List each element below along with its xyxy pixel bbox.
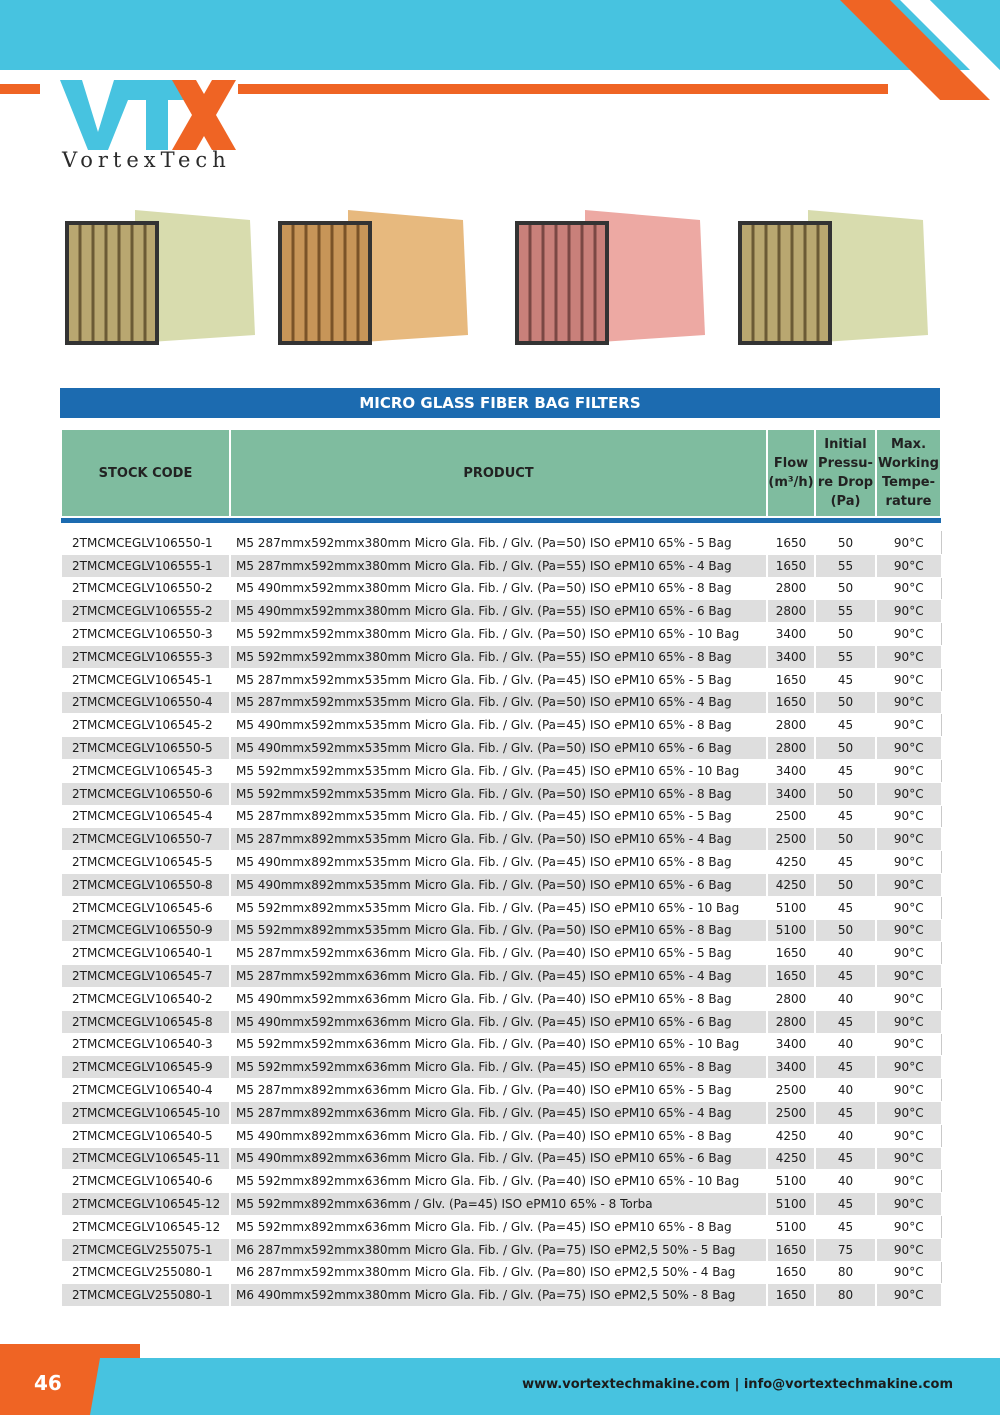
header-temp-line: Tempe- [881, 475, 936, 490]
pressure-cell: 45 [815, 1193, 876, 1216]
flow-cell: 2800 [767, 577, 815, 600]
header-pressure-line: re Drop [817, 475, 874, 490]
pressure-cell: 40 [815, 1124, 876, 1147]
header-product: PRODUCT [230, 429, 767, 517]
product-cell: M5 287mmx892mmx535mm Micro Gla. Fib. / Glv. (Pa=50) ISO ePM10 65% - 4 Bag [230, 828, 767, 851]
table-row [61, 805, 941, 828]
pressure-cell: 45 [815, 668, 876, 691]
table-row [61, 737, 941, 760]
product-cell: M5 287mmx892mmx636mm Micro Gla. Fib. / Glv. (Pa=40) ISO ePM10 65% - 5 Bag [230, 1079, 767, 1102]
header-gap [61, 523, 941, 532]
stock-code-cell: 2TMCMCEGLV106555-3 [61, 645, 230, 668]
temperature-cell: 90°C [876, 577, 941, 600]
temperature-cell: 90°C [876, 1284, 941, 1307]
table-row [61, 919, 941, 942]
product-cell: M5 287mmx592mmx535mm Micro Gla. Fib. / Glv. (Pa=50) ISO ePM10 65% - 4 Bag [230, 691, 767, 714]
pressure-cell: 45 [815, 805, 876, 828]
product-cell: M5 592mmx892mmx636mm Micro Gla. Fib. / Glv. (Pa=40) ISO ePM10 65% - 10 Bag [230, 1170, 767, 1193]
pressure-cell: 45 [815, 1056, 876, 1079]
pressure-cell: 40 [815, 942, 876, 965]
pressure-cell: 40 [815, 1033, 876, 1056]
temperature-cell: 90°C [876, 896, 941, 919]
pressure-cell: 50 [815, 828, 876, 851]
temperature-cell: 90°C [876, 737, 941, 760]
table-row [61, 1193, 941, 1216]
bag-filter-icon [65, 205, 255, 345]
product-cell: M5 490mmx592mmx380mm Micro Gla. Fib. / Glv. (Pa=55) ISO ePM10 65% - 6 Bag [230, 600, 767, 623]
header-temp-line: Max. [890, 437, 927, 452]
stock-code-cell: 2TMCMCEGLV106540-4 [61, 1079, 230, 1102]
table-row [61, 532, 941, 555]
flow-cell: 5100 [767, 1215, 815, 1238]
temperature-cell: 90°C [876, 851, 941, 874]
flow-cell: 3400 [767, 623, 815, 646]
temperature-cell: 90°C [876, 1170, 941, 1193]
table-row [61, 1284, 941, 1307]
stock-code-cell: 2TMCMCEGLV106545-5 [61, 851, 230, 874]
product-cell: M5 490mmx892mmx535mm Micro Gla. Fib. / Glv. (Pa=45) ISO ePM10 65% - 8 Bag [230, 851, 767, 874]
temperature-cell: 90°C [876, 805, 941, 828]
temperature-cell: 90°C [876, 1033, 941, 1056]
flow-cell: 1650 [767, 532, 815, 555]
table-row [61, 554, 941, 577]
stock-code-cell: 2TMCMCEGLV106545-10 [61, 1101, 230, 1124]
header-pressure-line: Pressu- [818, 456, 873, 471]
stock-code-cell: 2TMCMCEGLV106545-9 [61, 1056, 230, 1079]
flow-cell: 1650 [767, 965, 815, 988]
stock-code-cell: 2TMCMCEGLV106540-2 [61, 987, 230, 1010]
vtx-logo-icon [60, 72, 260, 152]
pressure-cell: 50 [815, 623, 876, 646]
flow-cell: 5100 [767, 1170, 815, 1193]
product-cell: M5 592mmx592mmx380mm Micro Gla. Fib. / Glv. (Pa=50) ISO ePM10 65% - 10 Bag [230, 623, 767, 646]
flow-cell: 3400 [767, 645, 815, 668]
table-row [61, 1056, 941, 1079]
pressure-cell: 50 [815, 532, 876, 555]
brand-name: VortexTech [62, 148, 231, 172]
product-cell: M5 287mmx592mmx535mm Micro Gla. Fib. / Glv. (Pa=45) ISO ePM10 65% - 5 Bag [230, 668, 767, 691]
temperature-cell: 90°C [876, 668, 941, 691]
table-row [61, 1101, 941, 1124]
stock-code-cell: 2TMCMCEGLV255080-1 [61, 1261, 230, 1284]
table-row [61, 942, 941, 965]
filter-photo [738, 205, 938, 355]
flow-cell: 4250 [767, 873, 815, 896]
stock-code-cell: 2TMCMCEGLV255075-1 [61, 1238, 230, 1261]
flow-cell: 4250 [767, 1147, 815, 1170]
temperature-cell: 90°C [876, 1124, 941, 1147]
temperature-cell: 90°C [876, 645, 941, 668]
table-row [61, 1010, 941, 1033]
bag-filter-icon [738, 205, 928, 345]
temperature-cell: 90°C [876, 782, 941, 805]
pressure-cell: 55 [815, 554, 876, 577]
header-temp-line: Working [878, 456, 939, 471]
pressure-cell: 50 [815, 873, 876, 896]
flow-cell: 3400 [767, 1056, 815, 1079]
product-cell: M5 287mmx592mmx636mm Micro Gla. Fib. / Glv. (Pa=40) ISO ePM10 65% - 5 Bag [230, 942, 767, 965]
temperature-cell: 90°C [876, 1193, 941, 1216]
table-row [61, 1124, 941, 1147]
stock-code-cell: 2TMCMCEGLV106545-4 [61, 805, 230, 828]
table-row [61, 691, 941, 714]
bag-filter-icon [515, 205, 705, 345]
header-accent-line [238, 84, 888, 94]
product-cell: M5 287mmx592mmx380mm Micro Gla. Fib. / Glv. (Pa=55) ISO ePM10 65% - 4 Bag [230, 554, 767, 577]
stock-code-cell: 2TMCMCEGLV106540-3 [61, 1033, 230, 1056]
temperature-cell: 90°C [876, 873, 941, 896]
flow-cell: 2800 [767, 737, 815, 760]
flow-cell: 2500 [767, 1101, 815, 1124]
product-cell: M5 490mmx892mmx636mm Micro Gla. Fib. / Glv. (Pa=40) ISO ePM10 65% - 8 Bag [230, 1124, 767, 1147]
product-cell: M5 592mmx892mmx535mm Micro Gla. Fib. / Glv. (Pa=45) ISO ePM10 65% - 10 Bag [230, 896, 767, 919]
temperature-cell: 90°C [876, 1101, 941, 1124]
flow-cell: 3400 [767, 759, 815, 782]
pressure-cell: 45 [815, 1147, 876, 1170]
flow-cell: 3400 [767, 782, 815, 805]
table-row [61, 1261, 941, 1284]
product-photos [60, 205, 940, 365]
header-flow [767, 429, 815, 517]
flow-cell: 2800 [767, 987, 815, 1010]
flow-cell: 5100 [767, 1193, 815, 1216]
temperature-cell: 90°C [876, 554, 941, 577]
header-flow-line: Flow [773, 456, 809, 471]
flow-cell: 2500 [767, 828, 815, 851]
pressure-cell: 50 [815, 737, 876, 760]
product-cell: M6 287mmx592mmx380mm Micro Gla. Fib. / Glv. (Pa=80) ISO ePM2,5 50% - 4 Bag [230, 1261, 767, 1284]
flow-cell: 4250 [767, 1124, 815, 1147]
temperature-cell: 90°C [876, 965, 941, 988]
pressure-cell: 50 [815, 577, 876, 600]
header-stock-code: STOCK CODE [61, 429, 230, 517]
pressure-cell: 55 [815, 645, 876, 668]
flow-cell: 1650 [767, 942, 815, 965]
product-cell: M5 490mmx592mmx636mm Micro Gla. Fib. / Glv. (Pa=45) ISO ePM10 65% - 6 Bag [230, 1010, 767, 1033]
stock-code-cell: 2TMCMCEGLV106545-12 [61, 1215, 230, 1238]
flow-cell: 2500 [767, 1079, 815, 1102]
stock-code-cell: 2TMCMCEGLV106540-5 [61, 1124, 230, 1147]
pressure-cell: 45 [815, 1101, 876, 1124]
product-cell: M5 592mmx592mmx380mm Micro Gla. Fib. / Glv. (Pa=55) ISO ePM10 65% - 8 Bag [230, 645, 767, 668]
stock-code-cell: 2TMCMCEGLV106545-1 [61, 668, 230, 691]
pressure-cell: 45 [815, 1215, 876, 1238]
table-row [61, 1238, 941, 1261]
table-header-row [61, 429, 941, 517]
temperature-cell: 90°C [876, 532, 941, 555]
stock-code-cell: 2TMCMCEGLV106545-12 [61, 1193, 230, 1216]
stock-code-cell: 2TMCMCEGLV106545-8 [61, 1010, 230, 1033]
flow-cell: 5100 [767, 896, 815, 919]
page-number: 46 [34, 1371, 62, 1395]
product-cell: M5 592mmx592mmx636mm Micro Gla. Fib. / Glv. (Pa=40) ISO ePM10 65% - 10 Bag [230, 1033, 767, 1056]
pressure-cell: 40 [815, 1079, 876, 1102]
stock-code-cell: 2TMCMCEGLV106550-4 [61, 691, 230, 714]
flow-cell: 5100 [767, 919, 815, 942]
temperature-cell: 90°C [876, 919, 941, 942]
pressure-cell: 50 [815, 782, 876, 805]
flow-cell: 1650 [767, 691, 815, 714]
temperature-cell: 90°C [876, 600, 941, 623]
temperature-cell: 90°C [876, 1147, 941, 1170]
pressure-cell: 80 [815, 1284, 876, 1307]
table-row [61, 828, 941, 851]
flow-cell: 2800 [767, 600, 815, 623]
stock-code-cell: 2TMCMCEGLV106545-11 [61, 1147, 230, 1170]
stock-code-cell: 2TMCMCEGLV106550-1 [61, 532, 230, 555]
temperature-cell: 90°C [876, 1261, 941, 1284]
table-row [61, 1170, 941, 1193]
product-cell: M5 490mmx592mmx535mm Micro Gla. Fib. / Glv. (Pa=45) ISO ePM10 65% - 8 Bag [230, 714, 767, 737]
table-row [61, 714, 941, 737]
stock-code-cell: 2TMCMCEGLV106550-3 [61, 623, 230, 646]
pressure-cell: 45 [815, 965, 876, 988]
stock-code-cell: 2TMCMCEGLV106545-6 [61, 896, 230, 919]
pressure-cell: 80 [815, 1261, 876, 1284]
product-cell: M5 592mmx592mmx636mm Micro Gla. Fib. / Glv. (Pa=45) ISO ePM10 65% - 8 Bag [230, 1056, 767, 1079]
product-cell: M5 592mmx892mmx636mm / Glv. (Pa=45) ISO ePM10 65% - 8 Torba [230, 1193, 767, 1216]
stock-code-cell: 2TMCMCEGLV106550-9 [61, 919, 230, 942]
product-cell: M5 490mmx892mmx535mm Micro Gla. Fib. / Glv. (Pa=50) ISO ePM10 65% - 6 Bag [230, 873, 767, 896]
pressure-cell: 45 [815, 759, 876, 782]
temperature-cell: 90°C [876, 623, 941, 646]
product-cell: M5 592mmx892mmx535mm Micro Gla. Fib. / Glv. (Pa=50) ISO ePM10 65% - 8 Bag [230, 919, 767, 942]
temperature-cell: 90°C [876, 942, 941, 965]
stock-code-cell: 2TMCMCEGLV106550-6 [61, 782, 230, 805]
stock-code-cell: 2TMCMCEGLV106545-2 [61, 714, 230, 737]
header-pressure [815, 429, 876, 517]
header-pressure-line: (Pa) [830, 494, 861, 509]
stock-code-cell: 2TMCMCEGLV106550-8 [61, 873, 230, 896]
footer-contact: www.vortextechmakine.com | info@vortextechmakine.com [522, 1377, 953, 1392]
flow-cell: 2800 [767, 714, 815, 737]
pressure-cell: 45 [815, 714, 876, 737]
flow-cell: 1650 [767, 1284, 815, 1307]
temperature-cell: 90°C [876, 1010, 941, 1033]
bag-filter-icon [278, 205, 468, 345]
product-cell: M6 490mmx592mmx380mm Micro Gla. Fib. / Glv. (Pa=75) ISO ePM2,5 50% - 8 Bag [230, 1284, 767, 1307]
table-row [61, 600, 941, 623]
temperature-cell: 90°C [876, 1079, 941, 1102]
flow-cell: 1650 [767, 1261, 815, 1284]
table-row [61, 987, 941, 1010]
flow-cell: 4250 [767, 851, 815, 874]
product-cell: M5 287mmx592mmx380mm Micro Gla. Fib. / Glv. (Pa=50) ISO ePM10 65% - 5 Bag [230, 532, 767, 555]
header-corner-decoration [800, 0, 1000, 100]
header-flow-line: (m³/h) [768, 475, 814, 490]
temperature-cell: 90°C [876, 759, 941, 782]
pressure-cell: 50 [815, 691, 876, 714]
stock-code-cell: 2TMCMCEGLV106550-5 [61, 737, 230, 760]
pressure-cell: 45 [815, 1010, 876, 1033]
table-row [61, 851, 941, 874]
temperature-cell: 90°C [876, 828, 941, 851]
filter-photo [65, 205, 265, 355]
stock-code-cell: 2TMCMCEGLV106545-3 [61, 759, 230, 782]
table-row [61, 623, 941, 646]
flow-cell: 1650 [767, 668, 815, 691]
stock-code-cell: 2TMCMCEGLV106555-1 [61, 554, 230, 577]
temperature-cell: 90°C [876, 987, 941, 1010]
table-row [61, 873, 941, 896]
table-row [61, 759, 941, 782]
product-cell: M5 490mmx892mmx636mm Micro Gla. Fib. / Glv. (Pa=45) ISO ePM10 65% - 6 Bag [230, 1147, 767, 1170]
stock-code-cell: 2TMCMCEGLV106550-7 [61, 828, 230, 851]
stock-code-cell: 2TMCMCEGLV106545-7 [61, 965, 230, 988]
product-cell: M5 490mmx592mmx535mm Micro Gla. Fib. / Glv. (Pa=50) ISO ePM10 65% - 6 Bag [230, 737, 767, 760]
flow-cell: 1650 [767, 554, 815, 577]
pressure-cell: 45 [815, 851, 876, 874]
product-cell: M5 592mmx592mmx535mm Micro Gla. Fib. / Glv. (Pa=50) ISO ePM10 65% - 8 Bag [230, 782, 767, 805]
pressure-cell: 45 [815, 896, 876, 919]
flow-cell: 3400 [767, 1033, 815, 1056]
table-row [61, 577, 941, 600]
flow-cell: 2500 [767, 805, 815, 828]
pressure-cell: 55 [815, 600, 876, 623]
temperature-cell: 90°C [876, 1056, 941, 1079]
temperature-cell: 90°C [876, 714, 941, 737]
pressure-cell: 40 [815, 1170, 876, 1193]
product-cell: M5 592mmx592mmx535mm Micro Gla. Fib. / Glv. (Pa=45) ISO ePM10 65% - 10 Bag [230, 759, 767, 782]
temperature-cell: 90°C [876, 1215, 941, 1238]
filter-photo [515, 205, 715, 355]
stock-code-cell: 2TMCMCEGLV106555-2 [61, 600, 230, 623]
product-cell: M6 287mmx592mmx380mm Micro Gla. Fib. / Glv. (Pa=75) ISO ePM2,5 50% - 5 Bag [230, 1238, 767, 1261]
table-body [61, 532, 941, 1307]
table-row [61, 1079, 941, 1102]
product-cell: M5 592mmx892mmx636mm Micro Gla. Fib. / Glv. (Pa=45) ISO ePM10 65% - 8 Bag [230, 1215, 767, 1238]
flow-cell: 2800 [767, 1010, 815, 1033]
product-cell: M5 287mmx892mmx535mm Micro Gla. Fib. / Glv. (Pa=45) ISO ePM10 65% - 5 Bag [230, 805, 767, 828]
header-temp-line: rature [885, 494, 932, 509]
pressure-cell: 75 [815, 1238, 876, 1261]
filter-photo [278, 205, 478, 355]
header-temperature [876, 429, 941, 517]
product-cell: M5 287mmx592mmx636mm Micro Gla. Fib. / Glv. (Pa=45) ISO ePM10 65% - 4 Bag [230, 965, 767, 988]
product-cell: M5 287mmx892mmx636mm Micro Gla. Fib. / Glv. (Pa=45) ISO ePM10 65% - 4 Bag [230, 1101, 767, 1124]
product-table [60, 428, 942, 1307]
table-row [61, 645, 941, 668]
header-pressure-line: Initial [824, 437, 867, 452]
table-row [61, 965, 941, 988]
product-cell: M5 490mmx592mmx380mm Micro Gla. Fib. / Glv. (Pa=50) ISO ePM10 65% - 8 Bag [230, 577, 767, 600]
table-row [61, 1033, 941, 1056]
table-row [61, 896, 941, 919]
pressure-cell: 50 [815, 919, 876, 942]
table-row [61, 668, 941, 691]
pressure-cell: 40 [815, 987, 876, 1010]
table-row [61, 1147, 941, 1170]
table-row [61, 782, 941, 805]
stock-code-cell: 2TMCMCEGLV255080-1 [61, 1284, 230, 1307]
table-title: MICRO GLASS FIBER BAG FILTERS [60, 388, 940, 418]
stock-code-cell: 2TMCMCEGLV106540-1 [61, 942, 230, 965]
stock-code-cell: 2TMCMCEGLV106540-6 [61, 1170, 230, 1193]
flow-cell: 1650 [767, 1238, 815, 1261]
temperature-cell: 90°C [876, 691, 941, 714]
temperature-cell: 90°C [876, 1238, 941, 1261]
stock-code-cell: 2TMCMCEGLV106550-2 [61, 577, 230, 600]
header-accent-line [0, 84, 40, 94]
table-row [61, 1215, 941, 1238]
product-cell: M5 490mmx592mmx636mm Micro Gla. Fib. / Glv. (Pa=40) ISO ePM10 65% - 8 Bag [230, 987, 767, 1010]
